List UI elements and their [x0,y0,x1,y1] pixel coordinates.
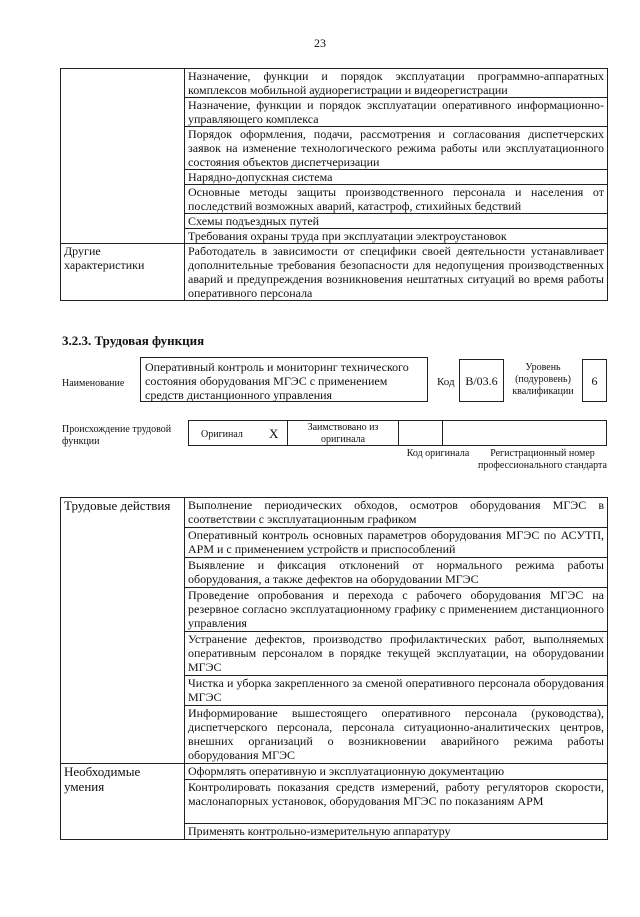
table-row [61,244,608,301]
table-cell: Требования охраны труда при эксплуатации электроустановок [185,229,608,244]
table-row [61,764,608,780]
table-row [61,69,608,98]
name-label: Наименование [62,378,125,389]
page-number: 23 [314,36,326,50]
table-cell: Устранение дефектов, производство профилактических работ, выполняемых оперативным персоналом в порядке текущей эксплуатации, на оборудовании МГЭС [185,632,608,676]
group-label-actions: Трудовые действия [61,498,185,764]
table-cell: Назначение, функции и порядок эксплуатации оперативного информационно-управляющего комплекса [185,98,608,127]
section-title: 3.2.3. Трудовая функция [62,333,205,348]
borrowed-label: Заимствовано из оригинала [307,422,379,445]
table-cell: Схемы подъездных путей [185,214,608,229]
origin-label: Происхождение трудовой функции [62,424,172,447]
function-name-value: Оперативный контроль и мониторинг технического состояния оборудования МГЭС с применением средств дистанционного управления [145,360,409,402]
original-label: Оригинал [201,429,243,440]
borrowed-box [287,420,399,446]
code-caption: Код оригинала [406,448,470,459]
table-cell: Контролировать показания средств измерений, работу регуляторов скорости, маслонапорных установок, оборудования МГЭС по показаниям АРМ [185,780,608,824]
origin-code-box [398,420,443,446]
knowledge-table-continuation [60,68,608,301]
table-cell: Выявление и фиксация отклонений от нормального режима работы оборудования, а также дефектов на оборудовании МГЭС [185,558,608,588]
registration-caption: Регистрационный номер профессионального стандарта [478,448,607,471]
table-cell: Оперативный контроль основных параметров оборудования МГЭС по АСУТП, АРМ и с применением устройств и приспособлений [185,528,608,558]
group-label-skills: Необходимые умения [61,764,185,840]
table-cell: Информирование вышестоящего оперативного персонала (руководства), диспетчерского персонала, персонала ситуационно-аналитических центров, внешних организаций о возникновении аварийного режима работы оборудования МГЭС [185,706,608,764]
table-cell: Проведение опробования и перехода с рабочего оборудования МГЭС на резервное согласно эксплуатационному графику с применением дистанционного управления [185,588,608,632]
table-cell: Чистка и уборка закрепленного за сменой оперативного персонала оборудования МГЭС [185,676,608,706]
table-cell: Работодатель в зависимости от специфики своей деятельности устанавливает дополнительные требования безопасности для недопущения производственных аварий и предупреждения возникновения нештатных ситуаций во время работы оперативного персонала [185,244,608,301]
table-cell: Применять контрольно-измерительную аппаратуру [185,824,608,840]
table-cell: Порядок оформления, подачи, рассмотрения и согласования диспетчерских заявок на изменение технологического режима работы или эксплуатационного состояния объектов диспетчеризации [185,127,608,170]
row-label-empty [61,69,185,244]
row-label: Другие характеристики [61,244,185,301]
function-name-box [140,357,428,402]
table-row [61,498,608,528]
registration-number-box [442,420,607,446]
table-cell: Основные методы защиты производственного персонала и населения от последствий возможных аварий, катастроф, стихийных бедствий [185,185,608,214]
code-label: Код [437,376,455,388]
table-cell: Оформлять оперативную и эксплуатационную документацию [185,764,608,780]
table-cell: Нарядно-допускная система [185,170,608,185]
level-value: 6 [582,359,607,402]
table-cell: Выполнение периодических обходов, осмотров оборудования МГЭС в соответствии с эксплуатационным графиком [185,498,608,528]
original-box [188,420,288,446]
original-mark: X [269,426,279,441]
code-value: B/03.6 [459,359,504,402]
level-label: Уровень (подуровень) квалификации [512,362,574,397]
table-cell: Назначение, функции и порядок эксплуатации программно-аппаратных комплексов мобильной аудиорегистрации и видеорегистрации [185,69,608,98]
labor-actions-table [60,497,608,840]
